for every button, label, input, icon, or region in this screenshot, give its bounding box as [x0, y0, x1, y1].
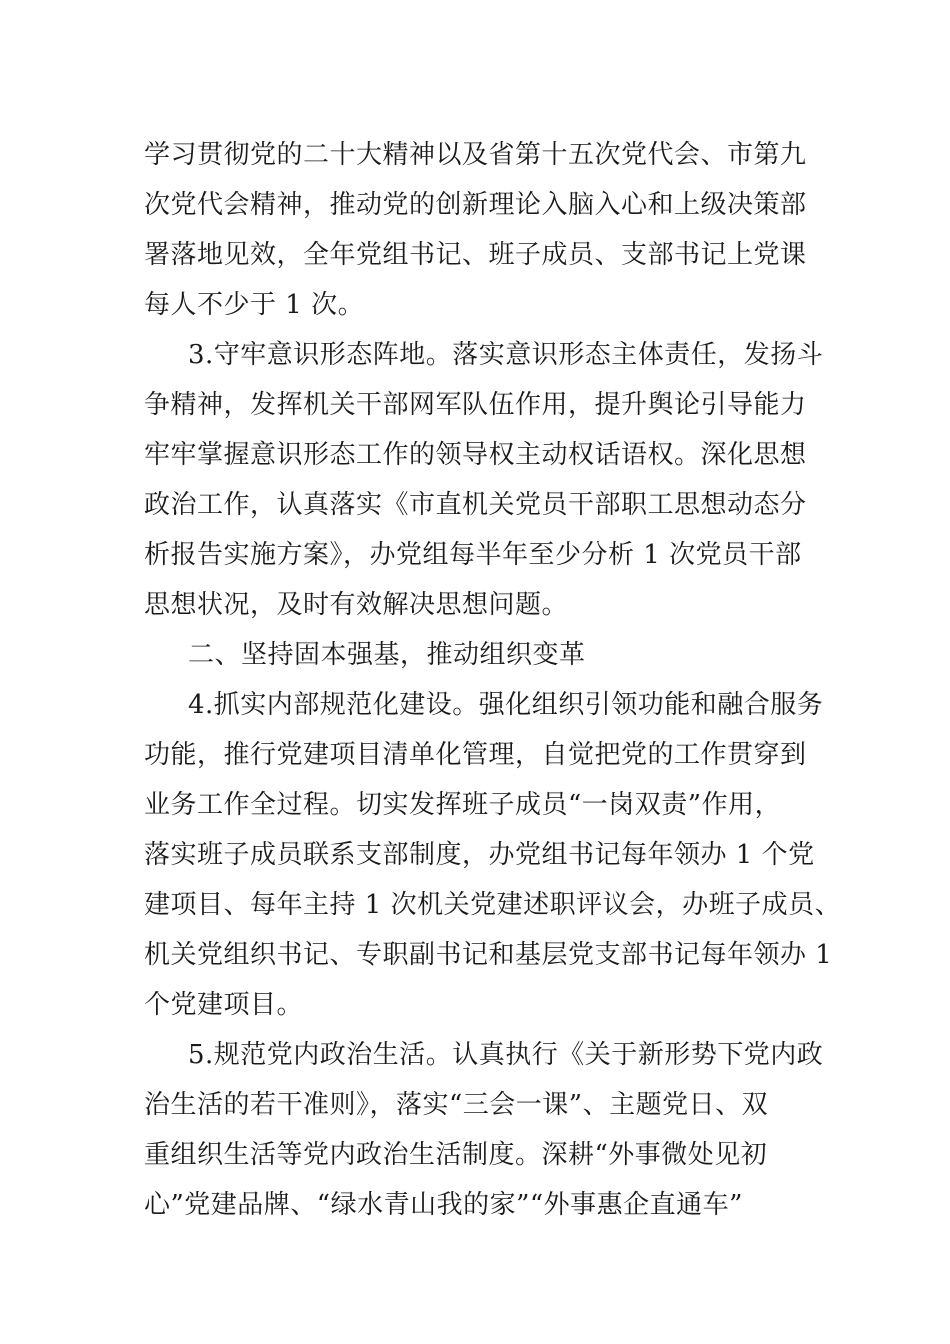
text-line: 治生活的若干准则》，落实“三会一课”、主题党日、双	[144, 1090, 769, 1120]
text-line: 政治工作，认真落实《市直机关党员干部职工思想动态分	[144, 490, 807, 520]
text-line: 牢牢掌握意识形态工作的领导权主动权话语权。深化思想	[144, 440, 807, 470]
text-line: 心”党建品牌、“绿水青山我的家”“外事惠企直通车”	[144, 1190, 743, 1220]
paragraph-5-heading: 5.规范党内政治生活。认真执行《关于新形势下党内政	[188, 1040, 824, 1070]
text-line: 思想状况，及时有效解决思想问题。	[144, 590, 569, 620]
text-line: 建项目、每年主持 1 次机关党建述职评议会，办班子成员、	[144, 890, 842, 920]
text-line: 落实班子成员联系支部制度，办党组书记每年领办 1 个党	[144, 840, 815, 870]
text-line: 次党代会精神，推动党的创新理论入脑入心和上级决策部	[144, 190, 807, 220]
section-heading: 二、坚持固本强基，推动组织变革	[188, 640, 586, 670]
text-line: 学习贯彻党的二十大精神以及省第十五次党代会、市第九	[144, 140, 807, 170]
text-line: 争精神，发挥机关干部网军队伍作用，提升舆论引导能力	[144, 390, 807, 420]
text-line: 每人不少于 1 次。	[144, 290, 365, 320]
text-line: 析报告实施方案》，办党组每半年至少分析 1 次党员干部	[144, 540, 802, 570]
paragraph-4-heading: 4.抓实内部规范化建设。强化组织引领功能和融合服务	[188, 690, 824, 720]
text-line: 功能，推行党建项目清单化管理，自觉把党的工作贯穿到	[144, 740, 807, 770]
text-line: 业务工作全过程。切实发挥班子成员“一岗双责”作用，	[144, 790, 782, 820]
text-line: 署落地见效，全年党组书记、班子成员、支部书记上党课	[144, 240, 807, 270]
text-line: 个党建项目。	[144, 990, 304, 1020]
paragraph-3-heading: 3.守牢意识形态阵地。落实意识形态主体责任，发扬斗	[188, 340, 824, 370]
text-line: 重组织生活等党内政治生活制度。深耕“外事微处见初	[144, 1140, 768, 1170]
text-line: 机关党组织书记、专职副书记和基层党支部书记每年领办 1	[144, 940, 833, 970]
